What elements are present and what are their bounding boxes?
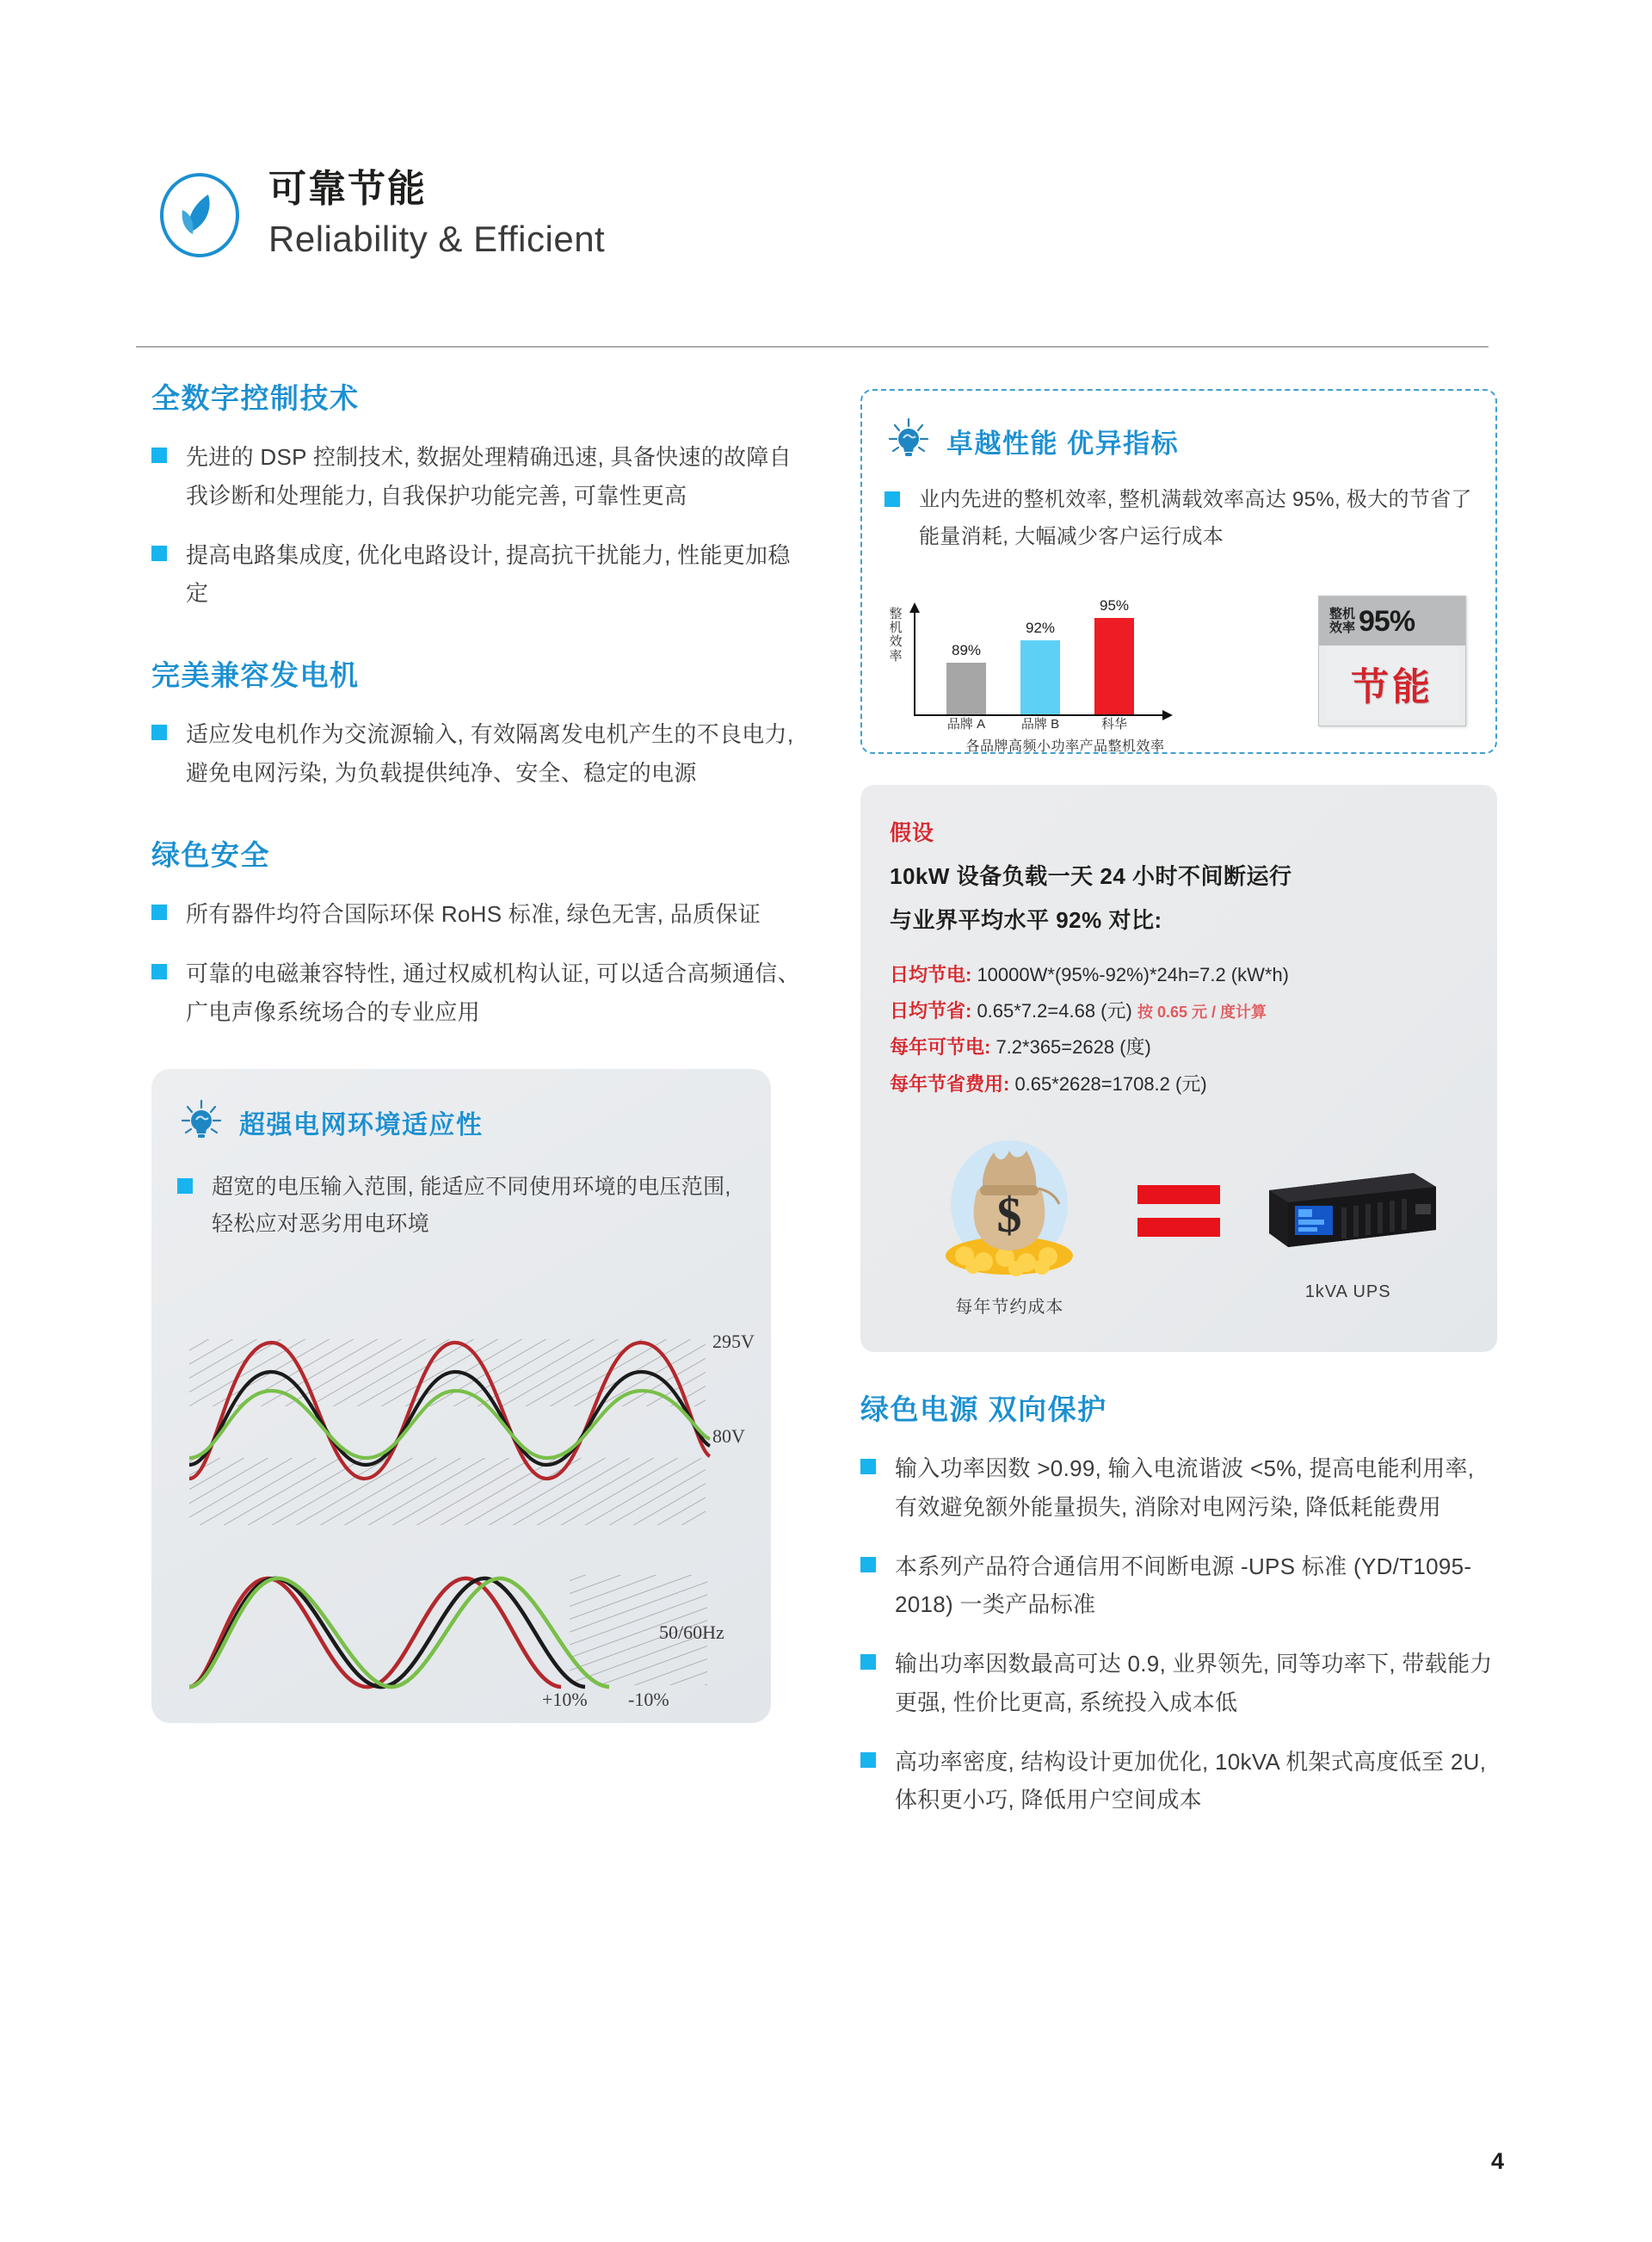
list-item (151, 438, 805, 515)
section-title-green-power: 绿色电源 双向保护 (860, 1393, 1107, 1425)
waveform-label-minus10: -10% (628, 1689, 669, 1711)
calculation-value: 0.65*7.2=4.68 (元) (971, 1000, 1137, 1022)
bullet-text: 所有器件均符合国际环保 RoHS 标准, 绿色无害, 品质保证 (186, 901, 761, 928)
green-power-section (860, 1392, 1497, 1819)
calculation-key: 日均节省: (890, 1000, 972, 1022)
waveform-label-295v: 295V (712, 1331, 755, 1353)
bullet-list-digital-control (151, 438, 805, 613)
bullet-square-icon (860, 1459, 876, 1474)
chart-bar-kehua (1094, 597, 1134, 714)
svg-text:$: $ (996, 1186, 1022, 1243)
voltage-waveform-graphic (181, 1327, 755, 1534)
chart-bar-brand-a (946, 611, 986, 714)
savings-illustration (890, 1123, 1468, 1330)
illustration-left-caption: 每年节约成本 (955, 1297, 1064, 1317)
card-title: 超强电网环境适应性 (239, 1111, 484, 1140)
bullet-text: 超宽的电压输入范围, 能适应不同使用环境的电压范围, 轻松应对恶劣用电环境 (212, 1175, 731, 1237)
bullet-square-icon (860, 1752, 876, 1768)
bullet-text: 输出功率因数最高可达 0.9, 业界领先, 同等功率下, 带载能力更强, 性价比更高, 系统投入成本低 (895, 1651, 1493, 1715)
lightbulb-icon (177, 1098, 225, 1146)
list-item (860, 1743, 1497, 1819)
card-header (885, 417, 1473, 465)
bullet-text: 适应发电机作为交流源输入, 有效隔离发电机产生的不良电力, 避免电网污染, 为负载提供纯净、安全、稳定的电源 (186, 721, 794, 787)
chart-plot-area (914, 597, 1198, 716)
waveform-label-80v: 80V (712, 1425, 745, 1448)
calculation-key: 日均节电: (890, 964, 972, 985)
calculation-row (890, 957, 1468, 993)
list-item (177, 1169, 745, 1243)
chart-x-tick-labels (929, 714, 1151, 732)
efficiency-bar-chart (885, 597, 1254, 754)
section-title-digital-control: 全数字控制技术 (151, 382, 360, 414)
leaf-badge-icon (155, 170, 244, 260)
calculation-value: 0.65*2628=1708.2 (元) (1009, 1072, 1207, 1095)
calculation-value: 10000W*(95%-92%)*24h=7.2 (kW*h) (971, 964, 1290, 985)
calculation-value: 7.2*365=2628 (度) (990, 1036, 1151, 1059)
chart-tick-label: 品牌 A (946, 717, 986, 732)
calculation-key: 每年可节电: (890, 1036, 991, 1059)
equals-sign-icon (1137, 1185, 1220, 1237)
chart-bars (929, 597, 1151, 714)
performance-card (860, 389, 1497, 754)
bullet-square-icon (860, 1557, 876, 1572)
bullet-square-icon (177, 1178, 193, 1194)
page-title-en: Reliability & Efficient (268, 218, 606, 259)
assumption-line-2: 与业界平均水平 92% 对比: (890, 907, 1162, 933)
bullet-square-icon (151, 725, 167, 740)
assumption-line-1: 10kW 设备负载一天 24 小时不间断运行 (890, 863, 1292, 889)
chart-bar-value: 89% (951, 642, 982, 658)
list-item (860, 1645, 1497, 1721)
efficiency-value: 95% (1359, 604, 1415, 638)
efficiency-panel-inner (1326, 646, 1458, 720)
efficiency-panel-top (1319, 596, 1465, 646)
list-item (151, 954, 805, 1031)
chart-bar-value: 95% (1099, 597, 1130, 614)
chart-y-axis-label: 整机效率 (889, 607, 903, 664)
lightbulb-icon (885, 417, 933, 465)
card-title: 卓越性能 优异指标 (946, 428, 1180, 459)
bullet-square-icon (885, 491, 900, 507)
card-header (177, 1098, 745, 1146)
grid-adaptability-card (151, 1069, 771, 1723)
calculation-row (890, 1029, 1468, 1065)
list-item (151, 536, 805, 613)
page-title-cn: 可靠节能 (268, 168, 427, 210)
chart-tick-label: 品牌 B (1020, 717, 1060, 732)
bullet-list-green-power (860, 1449, 1497, 1819)
list-item (860, 1449, 1497, 1526)
calculation-key: 每年节省费用: (890, 1072, 1010, 1095)
bullet-text: 业内先进的整机效率, 整机满载效率高达 95%, 极大的节省了能量消耗, 大幅减少客户运行成本 (919, 488, 1472, 548)
illustration-right-caption: 1kVA UPS (1304, 1282, 1391, 1301)
section-title-generator-compat: 完美兼容发电机 (151, 659, 360, 692)
assumption-card (860, 785, 1497, 1352)
bullet-list-grid-adaptability (177, 1169, 745, 1243)
bullet-square-icon (151, 448, 167, 463)
right-column (860, 380, 1497, 1819)
frequency-waveform-graphic (181, 1568, 749, 1723)
bullet-text: 可靠的电磁兼容特性, 通过权威机构认证, 可以适合高频通信、广电声像系统场合的专业应用 (186, 960, 800, 1025)
header-titles (268, 168, 605, 262)
ups-device-icon (1254, 1151, 1443, 1275)
header-divider (136, 346, 1489, 348)
bullet-text: 输入功率因数 >0.99, 输入电流谐波 <5%, 提高电能利用率, 有效避免额外能量损失, 消除对电网污染, 降低耗能费用 (895, 1455, 1475, 1520)
efficiency-highlight-panel (1318, 596, 1466, 726)
bullet-square-icon (151, 964, 167, 979)
chart-y-axis (914, 611, 915, 716)
bullet-list-performance (885, 482, 1473, 555)
bullet-text: 高功率密度, 结构设计更加优化, 10kVA 机架式高度低至 2U, 体积更小巧, 降低用户空间成本 (895, 1748, 1487, 1813)
page-number: 4 (1490, 2148, 1504, 2174)
waveform-label-plus10: +10% (542, 1689, 588, 1711)
efficiency-panel-label (1329, 608, 1355, 635)
bullet-square-icon (151, 546, 167, 561)
money-bag-block (897, 1135, 1121, 1318)
bullet-text: 提高电路集成度, 优化电路设计, 提高抗干扰能力, 性能更加稳定 (186, 541, 791, 607)
bar-rect (1020, 640, 1060, 714)
list-item (151, 895, 805, 934)
chart-bar-brand-b (1020, 611, 1060, 714)
calculation-row (890, 1066, 1468, 1102)
energy-saving-slogan: 节能 (1351, 666, 1433, 708)
bullet-list-generator-compat (151, 715, 805, 792)
bullet-list-green-safety (151, 895, 805, 1031)
bullet-square-icon (860, 1654, 876, 1670)
section-title-green-safety: 绿色安全 (151, 838, 270, 871)
efficiency-label-line1: 整机 (1329, 607, 1356, 622)
list-item (151, 715, 805, 792)
page-header (155, 168, 605, 262)
bar-rect (946, 663, 986, 714)
calculation-list (890, 957, 1468, 1102)
bullet-square-icon (151, 905, 167, 920)
list-item (860, 1547, 1497, 1624)
money-bag-icon (923, 1135, 1095, 1286)
ups-device-block (1236, 1151, 1460, 1302)
chart-tick-label: 科华 (1100, 717, 1127, 732)
calculation-note: 按 0.65 元 / 度计算 (1137, 1004, 1267, 1022)
bar-rect (1094, 618, 1134, 714)
chart-bar-value: 92% (1025, 620, 1056, 636)
calculation-row (890, 993, 1468, 1029)
list-item (885, 482, 1473, 555)
bullet-text: 先进的 DSP 控制技术, 数据处理精确迅速, 具备快速的故障自我诊断和处理能力, 自我保护功能完善, 可靠性更高 (186, 444, 792, 509)
waveform-label-frequency: 50/60Hz (659, 1621, 724, 1644)
bullet-text: 本系列产品符合通信用不间断电源 -UPS 标准 (YD/T1095-2018) 一类产品标准 (895, 1553, 1472, 1618)
chart-caption: 各品牌高频小功率产品整机效率 (965, 739, 1165, 754)
efficiency-label-line2: 效率 (1329, 621, 1356, 635)
left-column (151, 380, 805, 1723)
assumption-kicker: 假设 (890, 821, 935, 845)
